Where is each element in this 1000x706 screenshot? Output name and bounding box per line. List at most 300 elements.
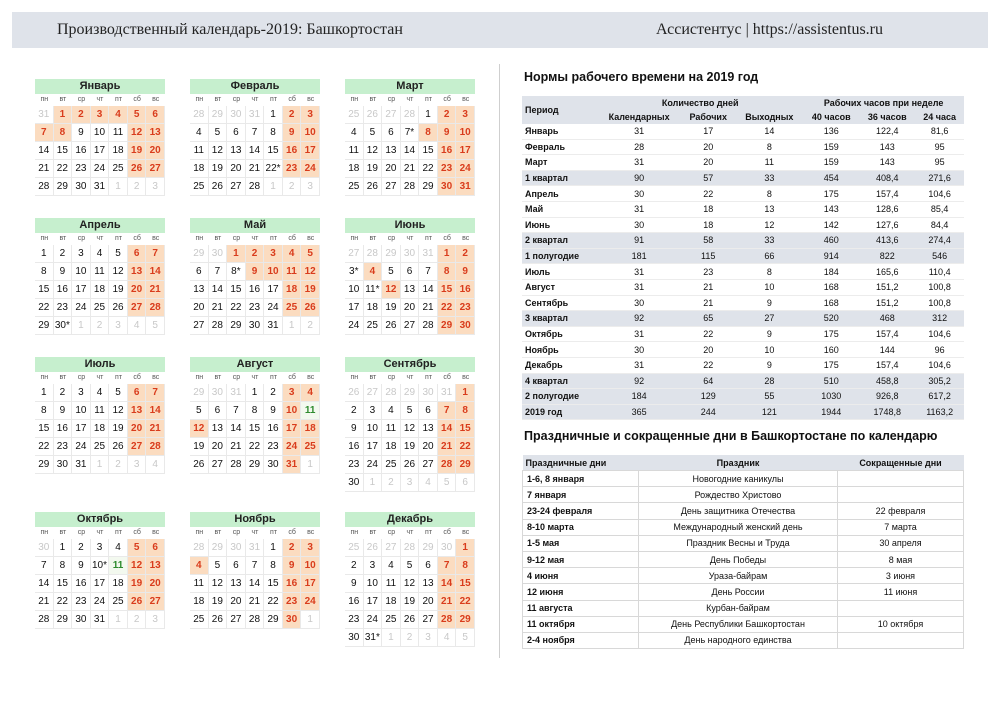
norms-cell: 110,4 — [915, 264, 964, 280]
day-cell: 26 — [109, 438, 128, 456]
day-cell: 2 — [54, 245, 73, 263]
weekday-label: пн — [40, 529, 49, 536]
norms-cell: 510 — [803, 373, 859, 389]
weekday-label: чт — [96, 96, 104, 103]
day-cell: 28 — [146, 438, 165, 456]
weekday-label: сб — [443, 96, 451, 103]
norms-cell: 30 — [597, 342, 681, 358]
day-cell: 30 — [456, 317, 475, 335]
day-cell: 23 — [283, 593, 302, 611]
day-cell: 20 — [128, 420, 147, 438]
day-cell: 17 — [364, 438, 383, 456]
day-cell: 17 — [301, 142, 320, 160]
day-cell: 29 — [419, 539, 438, 557]
day-cell: 3 — [364, 402, 383, 420]
day-cell: 15 — [264, 575, 283, 593]
holidays-title: Праздничные и сокращенные дни в Башкортостане по календарю — [524, 429, 938, 443]
day-cell: 29 — [190, 245, 209, 263]
weekday-label: вс — [152, 374, 160, 381]
holidays-table — [522, 455, 964, 649]
week-row — [345, 474, 475, 492]
weekday-label: чт — [96, 235, 104, 242]
day-cell: 28 — [401, 178, 420, 196]
day-cell: 6 — [146, 539, 165, 557]
norms-cell: Апрель — [522, 186, 597, 202]
day-cell: 12 — [209, 142, 228, 160]
norms-cell: 165,6 — [859, 264, 915, 280]
day-cell: 5 — [128, 106, 147, 124]
day-cell: 28 — [190, 106, 209, 124]
norms-cell: 520 — [803, 311, 859, 327]
day-cell: 11 — [109, 557, 128, 575]
norms-cell: Март — [522, 155, 597, 171]
week-row — [345, 263, 475, 281]
holiday-row — [523, 584, 964, 600]
weekday-label: сб — [133, 374, 141, 381]
norms-cell: 28 — [735, 373, 803, 389]
day-cell: 2 — [283, 106, 302, 124]
weekday-label: пн — [195, 235, 204, 242]
norms-cell: 274,4 — [915, 233, 964, 249]
week-row — [35, 438, 165, 456]
day-cell: 21 — [246, 160, 265, 178]
weekday-label: пт — [425, 374, 433, 381]
norms-row — [522, 295, 964, 311]
holiday-cell: 8-10 марта — [523, 519, 639, 535]
day-cell: 9 — [345, 575, 364, 593]
month-name: Июль — [35, 357, 165, 372]
norms-cell: 8 — [735, 186, 803, 202]
day-cell: 31 — [227, 384, 246, 402]
norms-cell: 8 — [735, 264, 803, 280]
day-cell: 20 — [401, 299, 420, 317]
week-row — [345, 402, 475, 420]
day-cell: 28 — [401, 539, 420, 557]
day-cell: 20 — [146, 142, 165, 160]
week-row — [35, 281, 165, 299]
norms-cell: 468 — [859, 311, 915, 327]
month-calendar — [190, 218, 320, 335]
weekday-label: пн — [195, 96, 204, 103]
day-cell: 24 — [72, 438, 91, 456]
day-cell: 7 — [146, 384, 165, 402]
norms-cell: 104,6 — [915, 186, 964, 202]
day-cell: 14 — [246, 575, 265, 593]
holiday-cell: День защитника Отечества — [639, 503, 838, 519]
day-cell: 6 — [382, 124, 401, 142]
day-cell: 28 — [146, 299, 165, 317]
week-row — [190, 557, 320, 575]
holiday-cell: Ураза-байрам — [639, 568, 838, 584]
day-cell: 27 — [146, 593, 165, 611]
day-cell: 30* — [54, 317, 73, 335]
weekday-header — [190, 94, 320, 106]
weekday-label: сб — [288, 235, 296, 242]
day-cell: 1 — [264, 178, 283, 196]
norms-cell: 17 — [681, 124, 735, 139]
holiday-cell: 3 июня — [838, 568, 964, 584]
day-cell: 30 — [246, 317, 265, 335]
day-cell: 21 — [35, 160, 54, 178]
weekday-label: вт — [369, 374, 377, 381]
week-row — [35, 160, 165, 178]
day-cell: 9 — [456, 263, 475, 281]
weekday-label: чт — [251, 235, 259, 242]
norms-cell: 9 — [735, 326, 803, 342]
norms-cell: 33 — [735, 233, 803, 249]
day-cell: 5 — [401, 402, 420, 420]
week-row — [35, 142, 165, 160]
day-cell: 29 — [35, 317, 54, 335]
norms-cell: 365 — [597, 404, 681, 420]
holiday-row — [523, 632, 964, 648]
weekday-header — [190, 372, 320, 384]
day-cell: 6 — [401, 263, 420, 281]
norms-cell: Январь — [522, 124, 597, 139]
day-cell: 15 — [438, 281, 457, 299]
day-cell: 23 — [283, 160, 302, 178]
day-cell: 17 — [301, 575, 320, 593]
weekday-label: ср — [77, 96, 86, 103]
day-cell: 25 — [190, 178, 209, 196]
day-cell: 8 — [264, 124, 283, 142]
weekday-label: вс — [307, 96, 315, 103]
norms-cell: Сентябрь — [522, 295, 597, 311]
day-cell: 27 — [227, 178, 246, 196]
day-cell: 18 — [382, 438, 401, 456]
day-cell: 6 — [419, 557, 438, 575]
month-calendar — [35, 512, 165, 629]
day-cell: 5 — [209, 557, 228, 575]
day-cell: 13 — [382, 142, 401, 160]
norms-cell: 85,4 — [915, 201, 964, 217]
day-cell: 1 — [246, 384, 265, 402]
day-cell: 26 — [401, 611, 420, 629]
weekday-header — [190, 527, 320, 539]
day-cell: 2 — [401, 629, 420, 647]
day-cell: 27 — [345, 245, 364, 263]
norms-cell: 95 — [915, 155, 964, 171]
day-cell: 7 — [209, 263, 228, 281]
weekday-label: вс — [152, 529, 160, 536]
day-cell: 21 — [209, 299, 228, 317]
day-cell: 28 — [35, 611, 54, 629]
day-cell: 1 — [419, 106, 438, 124]
day-cell: 13 — [146, 124, 165, 142]
norms-cell: 10 — [735, 342, 803, 358]
norms-cell: 3 квартал — [522, 311, 597, 327]
day-cell: 16 — [54, 420, 73, 438]
norms-cell: 18 — [681, 217, 735, 233]
day-cell: 28 — [401, 106, 420, 124]
day-cell: 30 — [209, 245, 228, 263]
norms-row — [522, 389, 964, 405]
norms-cell: 104,6 — [915, 326, 964, 342]
week-row — [35, 593, 165, 611]
day-cell: 1 — [54, 539, 73, 557]
day-cell: 11 — [190, 575, 209, 593]
day-cell: 18 — [91, 281, 110, 299]
day-cell: 11 — [91, 402, 110, 420]
day-cell: 12 — [364, 142, 383, 160]
day-cell: 10 — [345, 281, 364, 299]
day-cell: 6 — [227, 557, 246, 575]
norms-col-40h: 40 часов — [803, 110, 859, 124]
day-cell: 31 — [246, 539, 265, 557]
holiday-cell — [838, 487, 964, 503]
holiday-row — [523, 616, 964, 632]
day-cell: 22 — [419, 160, 438, 178]
month-name: Апрель — [35, 218, 165, 233]
day-cell: 22 — [456, 593, 475, 611]
norms-cell: 2019 год — [522, 404, 597, 420]
day-cell: 4 — [190, 557, 209, 575]
day-cell: 2 — [109, 456, 128, 474]
day-cell: 31 — [72, 456, 91, 474]
week-row — [345, 438, 475, 456]
day-cell: 8 — [456, 557, 475, 575]
holiday-row — [523, 535, 964, 551]
week-row — [35, 317, 165, 335]
day-cell: 11 — [382, 420, 401, 438]
norms-cell: 31 — [597, 155, 681, 171]
day-cell: 19 — [382, 299, 401, 317]
day-cell: 13 — [128, 263, 147, 281]
week-row — [345, 593, 475, 611]
holiday-cell: 7 марта — [838, 519, 964, 535]
day-cell: 13 — [419, 420, 438, 438]
weekday-label: вт — [59, 96, 67, 103]
holiday-row — [523, 600, 964, 616]
norms-cell: 90 — [597, 170, 681, 186]
day-cell: 28 — [438, 611, 457, 629]
day-cell: 22 — [264, 593, 283, 611]
site-link[interactable]: Ассистентус | https://assistentus.ru — [656, 21, 883, 38]
weekday-label: сб — [288, 96, 296, 103]
week-row — [345, 456, 475, 474]
day-cell: 9 — [54, 402, 73, 420]
weekday-label: чт — [96, 529, 104, 536]
day-cell: 16 — [54, 281, 73, 299]
holiday-cell: День Победы — [639, 551, 838, 567]
day-cell: 6 — [419, 402, 438, 420]
day-cell: 18 — [301, 420, 320, 438]
day-cell: 16 — [246, 281, 265, 299]
day-cell: 7 — [146, 245, 165, 263]
holiday-cell: 10 октября — [838, 616, 964, 632]
day-cell: 11 — [283, 263, 302, 281]
day-cell: 22 — [456, 438, 475, 456]
day-cell: 4 — [438, 629, 457, 647]
day-cell: 5 — [146, 317, 165, 335]
day-cell: 16 — [438, 142, 457, 160]
day-cell: 28 — [419, 317, 438, 335]
day-cell: 10* — [91, 557, 110, 575]
day-cell: 26 — [128, 593, 147, 611]
day-cell: 4 — [345, 124, 364, 142]
day-cell: 2 — [91, 317, 110, 335]
day-cell: 25 — [382, 456, 401, 474]
day-cell: 5 — [438, 474, 457, 492]
day-cell: 28 — [35, 178, 54, 196]
weekday-label: пт — [115, 96, 123, 103]
norms-cell: 21 — [681, 279, 735, 295]
day-cell: 30 — [227, 539, 246, 557]
day-cell: 2 — [283, 178, 302, 196]
week-row — [190, 299, 320, 317]
day-cell: 20 — [128, 281, 147, 299]
day-cell: 29 — [456, 456, 475, 474]
day-cell: 23 — [264, 438, 283, 456]
day-cell: 3 — [72, 384, 91, 402]
norms-cell: 115 — [681, 248, 735, 264]
norms-cell: 1748,8 — [859, 404, 915, 420]
weekday-label: ср — [232, 235, 241, 242]
norms-cell: 14 — [735, 124, 803, 139]
norms-cell: 160 — [803, 342, 859, 358]
weekday-label: пт — [115, 529, 123, 536]
day-cell: 17 — [72, 281, 91, 299]
norms-cell: 96 — [915, 342, 964, 358]
day-cell: 11 — [109, 124, 128, 142]
holidays-col-short: Сокращенные дни — [838, 455, 964, 471]
norms-cell: 55 — [735, 389, 803, 405]
day-cell: 4 — [382, 557, 401, 575]
day-cell: 18 — [91, 420, 110, 438]
day-cell: 1 — [301, 611, 320, 629]
day-cell: 10 — [364, 420, 383, 438]
norms-table — [522, 96, 964, 420]
day-cell: 24 — [301, 593, 320, 611]
day-cell: 6 — [128, 245, 147, 263]
week-row — [345, 142, 475, 160]
day-cell: 30 — [345, 474, 364, 492]
day-cell: 24 — [264, 299, 283, 317]
norms-cell: 129 — [681, 389, 735, 405]
day-cell: 15 — [264, 142, 283, 160]
day-cell: 29 — [264, 611, 283, 629]
week-row — [190, 317, 320, 335]
day-cell: 15 — [456, 420, 475, 438]
norms-col-36h: 36 часов — [859, 110, 915, 124]
day-cell: 8 — [246, 402, 265, 420]
weekday-label: чт — [406, 529, 414, 536]
day-cell: 19 — [109, 281, 128, 299]
norms-title: Нормы рабочего времени на 2019 год — [524, 70, 759, 84]
month-name: Сентябрь — [345, 357, 475, 372]
day-cell: 14 — [246, 142, 265, 160]
weekday-label: пт — [270, 374, 278, 381]
week-row — [35, 124, 165, 142]
day-cell: 8* — [227, 263, 246, 281]
month-calendar — [345, 79, 475, 196]
norms-cell: 181 — [597, 248, 681, 264]
weekday-label: пт — [270, 529, 278, 536]
day-cell: 24 — [364, 456, 383, 474]
week-row — [190, 575, 320, 593]
weekday-label: ср — [77, 529, 86, 536]
day-cell: 30 — [264, 456, 283, 474]
day-cell: 29 — [401, 384, 420, 402]
day-cell: 8 — [456, 402, 475, 420]
day-cell: 6 — [227, 124, 246, 142]
day-cell: 12 — [128, 557, 147, 575]
day-cell: 28 — [364, 245, 383, 263]
weekday-header — [35, 233, 165, 245]
norms-cell: 184 — [803, 264, 859, 280]
holiday-row — [523, 519, 964, 535]
month-calendar — [190, 357, 320, 474]
week-row — [35, 245, 165, 263]
norms-col-24h: 24 часа — [915, 110, 964, 124]
norms-cell: Октябрь — [522, 326, 597, 342]
norms-cell: 64 — [681, 373, 735, 389]
day-cell: 26 — [128, 160, 147, 178]
day-cell: 5 — [209, 124, 228, 142]
weekday-label: пн — [195, 374, 204, 381]
day-cell: 17 — [364, 593, 383, 611]
week-row — [190, 611, 320, 629]
weekday-label: пт — [425, 529, 433, 536]
day-cell: 24 — [91, 160, 110, 178]
norms-cell: 13 — [735, 201, 803, 217]
day-cell: 22* — [264, 160, 283, 178]
norms-row — [522, 217, 964, 233]
norms-row — [522, 201, 964, 217]
day-cell: 1 — [54, 106, 73, 124]
norms-header-hours: Рабочих часов при неделе — [803, 96, 964, 110]
day-cell: 10 — [364, 575, 383, 593]
week-row — [190, 438, 320, 456]
day-cell: 28 — [382, 384, 401, 402]
day-cell: 2 — [345, 557, 364, 575]
norms-cell: 127,6 — [859, 217, 915, 233]
day-cell: 27 — [419, 611, 438, 629]
weekday-label: вт — [214, 235, 222, 242]
norms-cell: 143 — [859, 155, 915, 171]
holiday-cell: Новогодние каникулы — [639, 471, 838, 487]
holiday-row — [523, 471, 964, 487]
day-cell: 20 — [209, 438, 228, 456]
weekday-label: пт — [425, 96, 433, 103]
month-name: Март — [345, 79, 475, 94]
day-cell: 25 — [301, 438, 320, 456]
day-cell: 8 — [419, 124, 438, 142]
day-cell: 27 — [382, 539, 401, 557]
norms-cell: 95 — [915, 139, 964, 155]
norms-cell: 20 — [681, 139, 735, 155]
norms-cell: 159 — [803, 139, 859, 155]
day-cell: 4 — [382, 402, 401, 420]
norms-header-period: Период — [522, 96, 597, 124]
norms-cell: 84,4 — [915, 217, 964, 233]
day-cell: 26 — [382, 317, 401, 335]
day-cell: 15 — [456, 575, 475, 593]
weekday-label: вс — [462, 374, 470, 381]
weekday-label: вт — [59, 374, 67, 381]
weekday-label: вс — [152, 235, 160, 242]
day-cell: 12 — [109, 263, 128, 281]
day-cell: 21 — [401, 160, 420, 178]
month-name: Июнь — [345, 218, 475, 233]
day-cell: 17 — [345, 299, 364, 317]
weekday-label: вт — [59, 529, 67, 536]
holiday-cell: Курбан-байрам — [639, 600, 838, 616]
day-cell: 19 — [128, 575, 147, 593]
day-cell: 18 — [345, 160, 364, 178]
day-cell: 2 — [382, 474, 401, 492]
norms-cell: 157,4 — [859, 186, 915, 202]
